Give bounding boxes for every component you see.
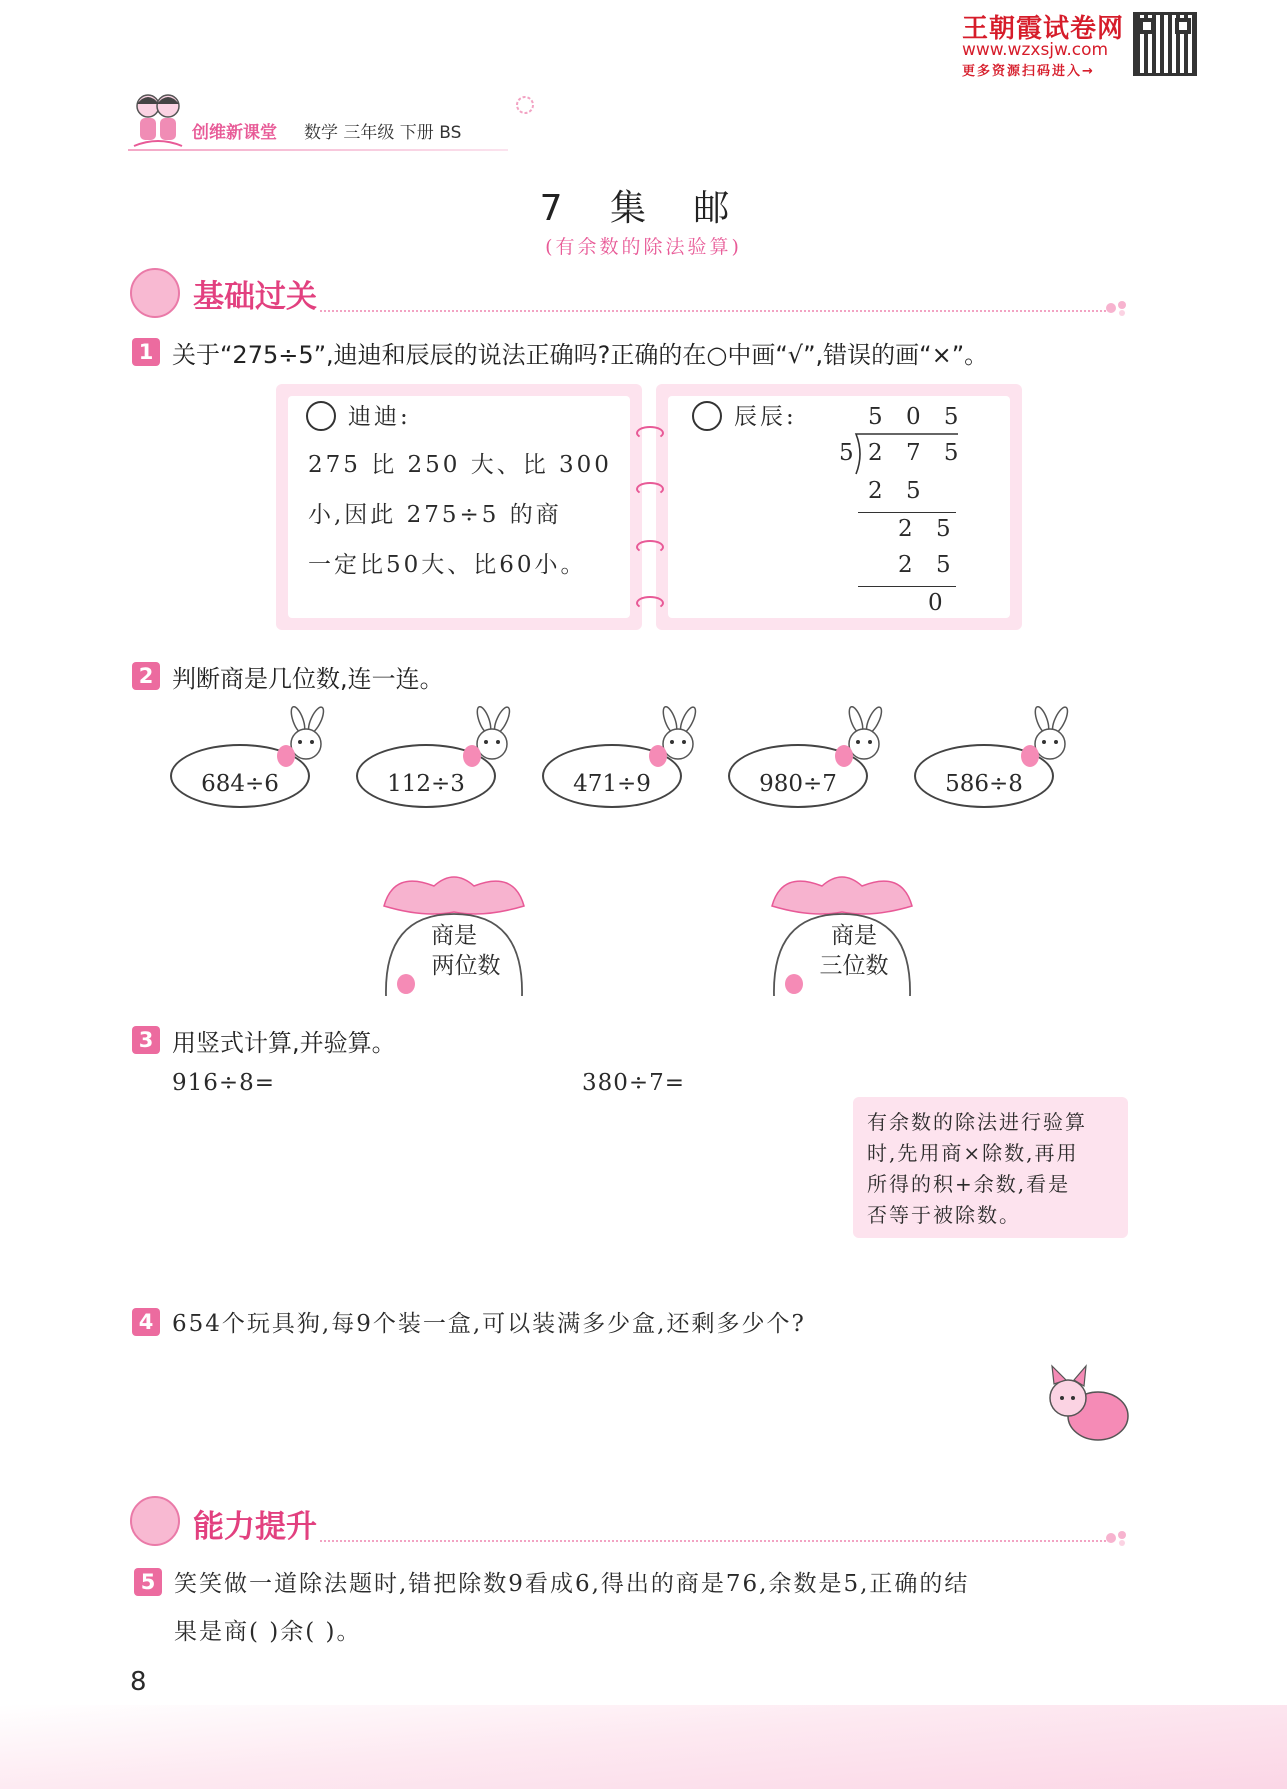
didi-name: 迪迪:	[348, 404, 411, 430]
bunny-icon	[1016, 706, 1086, 776]
hint-line: 有余数的除法进行验算	[867, 1110, 1087, 1134]
didi-line-2: 小,因此 275÷5 的商	[308, 502, 562, 528]
calc-expression-2: 380÷7=	[582, 1070, 686, 1096]
expression-text: 586÷8	[945, 771, 1023, 797]
chenchen-answer-circle[interactable]	[692, 401, 722, 431]
division-step-2: 2 5	[898, 516, 959, 542]
section-divider	[320, 1540, 1110, 1542]
lesson-title: 7 集 邮	[539, 188, 748, 229]
expression-text: 684÷6	[201, 771, 279, 797]
hint-line: 否等于被除数。	[867, 1203, 1021, 1227]
bunny-icon	[644, 706, 714, 776]
radish-label-line: 商是	[431, 923, 477, 949]
question-4-text: 654个玩具狗,每9个装一盒,可以装满多少盒,还剩多少个?	[172, 1311, 806, 1337]
hint-box	[853, 1097, 1128, 1238]
subject-info: 数学 三年级 下册 BS	[304, 123, 462, 143]
series-name: 创维新课堂	[192, 123, 277, 143]
expression-text: 471÷9	[573, 771, 651, 797]
hint-line: 时,先用商×除数,再用	[867, 1141, 1079, 1165]
bunny-icon	[458, 706, 528, 776]
expression-text: 980÷7	[759, 771, 837, 797]
chenchen-name: 辰辰:	[734, 404, 797, 430]
question-number-5: 5	[134, 1568, 162, 1596]
question-2-text: 判断商是几位数,连一连。	[172, 665, 444, 693]
division-rule	[858, 586, 956, 587]
question-number-3: 3	[132, 1026, 160, 1054]
didi-line-3: 一定比50大、比60小。	[308, 552, 587, 578]
dog-icon	[1042, 1362, 1132, 1447]
header-divider	[128, 149, 508, 151]
division-step-3: 2 5	[898, 552, 959, 578]
page-number: 8	[130, 1667, 147, 1697]
question-number-2: 2	[132, 662, 160, 690]
section-mascot-icon	[130, 268, 180, 318]
section-title-advanced: 能力提升	[193, 1509, 317, 1545]
division-dividend: 2 7 5	[868, 440, 967, 466]
brand-title: 王朝霞试卷网	[962, 14, 1125, 44]
radish-label-line: 两位数	[431, 953, 501, 979]
binder-ring-icon	[636, 426, 664, 440]
division-step-1: 2 5	[868, 478, 929, 504]
bunny-icon	[272, 706, 342, 776]
lesson-subtitle: (有余数的除法验算)	[545, 236, 742, 258]
binder-ring-icon	[636, 596, 664, 610]
division-quotient: 5 0 5	[868, 404, 967, 430]
kids-mascot-icon	[128, 88, 188, 152]
division-remainder: 0	[928, 590, 951, 616]
bunny-icon	[830, 706, 900, 776]
brand-url[interactable]: www.wzxsjw.com	[962, 40, 1109, 60]
expression-text: 112÷3	[387, 771, 465, 797]
calc-expression-1: 916÷8=	[172, 1070, 276, 1096]
question-5-line-2: 果是商( )余( )。	[174, 1619, 362, 1645]
dots-decoration-icon	[1105, 1528, 1130, 1548]
didi-line-1: 275 比 250 大、比 300	[308, 452, 612, 478]
question-number-4: 4	[132, 1308, 160, 1336]
section-divider	[320, 310, 1110, 312]
question-5-line-1: 笑笑做一道除法题时,错把除数9看成6,得出的商是76,余数是5,正确的结	[174, 1571, 970, 1597]
radish-label-line: 三位数	[819, 953, 889, 979]
flower-icon	[514, 94, 536, 116]
division-divisor: 5	[839, 440, 862, 466]
footer-band	[0, 1705, 1287, 1789]
hint-line: 所得的积+余数,看是	[867, 1172, 1071, 1196]
question-number-1: 1	[132, 338, 160, 366]
section-mascot-icon	[130, 1496, 180, 1546]
brand-more: 更多资源扫码进入→	[962, 64, 1095, 79]
division-rule	[858, 512, 956, 513]
dots-decoration-icon	[1105, 298, 1130, 318]
binder-ring-icon	[636, 482, 664, 496]
radish-label-line: 商是	[831, 923, 877, 949]
question-1-text: 关于“275÷5”,迪迪和辰辰的说法正确吗?正确的在○中画“√”,错误的画“×”。	[172, 341, 989, 369]
binder-ring-icon	[636, 540, 664, 554]
section-title-basic: 基础过关	[193, 279, 317, 315]
didi-answer-circle[interactable]	[306, 401, 336, 431]
question-3-text: 用竖式计算,并验算。	[172, 1029, 396, 1057]
qr-code-icon[interactable]	[1133, 12, 1197, 76]
